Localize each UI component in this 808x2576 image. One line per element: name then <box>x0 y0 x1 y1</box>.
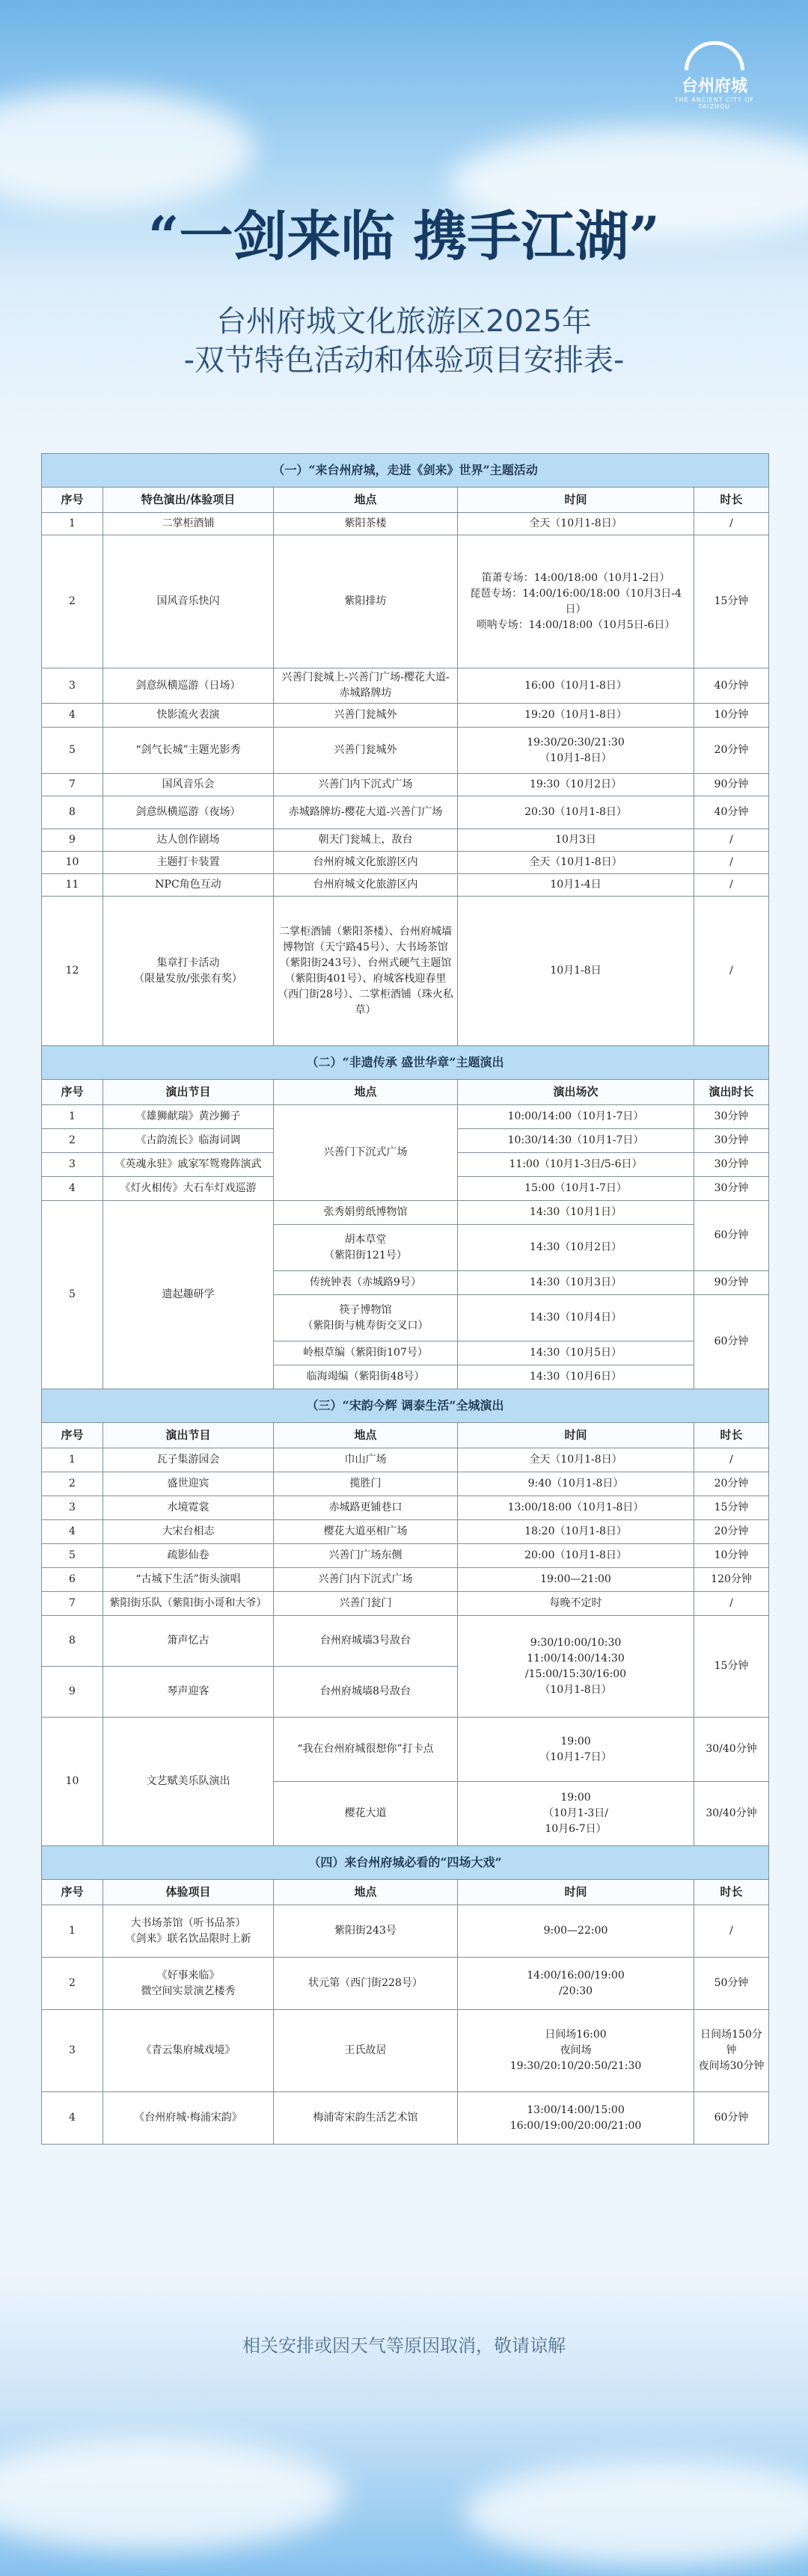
table-cell: 梅浦寄宋韵生活艺术馆 <box>274 2092 458 2145</box>
column-header: 地点 <box>274 1880 458 1905</box>
table-cell: 15:00（10月1-7日） <box>458 1177 694 1201</box>
table-cell: 10 <box>42 1718 103 1846</box>
table-cell: 张秀娟剪纸博物馆 <box>274 1201 458 1225</box>
city-gate-icon <box>685 41 744 70</box>
table-row <box>42 1496 769 1520</box>
table-cell: / <box>694 874 769 897</box>
table-row <box>42 1520 769 1544</box>
table-cell: 紫阳茶楼 <box>274 513 458 535</box>
table-cell: 19:30（10月2日） <box>458 774 694 796</box>
table-cell: 盛世迎宾 <box>103 1472 274 1496</box>
table-cell: 11:00（10月1-3日/5-6日） <box>458 1153 694 1177</box>
table-cell: “剑气长城”主题光影秀 <box>103 728 274 774</box>
table-cell: 60分钟 <box>694 1295 769 1389</box>
table-cell: 14:30（10月5日） <box>458 1341 694 1365</box>
table-cell: 紫阳街243号 <box>274 1905 458 1958</box>
table-cell: 4 <box>42 1177 103 1201</box>
table-cell: 10:30/14:30（10月1-7日） <box>458 1129 694 1153</box>
table-cell: 5 <box>42 728 103 774</box>
table-cell: 传统钟表（赤城路9号） <box>274 1271 458 1295</box>
table-cell: 《英魂永驻》戚家军鸳鸯阵演武 <box>103 1153 274 1177</box>
table-cell: 5 <box>42 1544 103 1568</box>
table-cell: 3 <box>42 668 103 704</box>
table-cell: 大书场茶馆（听书品茶） 《剑来》联名饮品限时上新 <box>103 1905 274 1958</box>
column-header: 演出场次 <box>458 1080 694 1105</box>
table-cell: 6 <box>42 1568 103 1592</box>
table-cell: / <box>694 852 769 874</box>
table-cell: 国风音乐快闪 <box>103 535 274 668</box>
table-cell: 3 <box>42 2010 103 2092</box>
table-row <box>42 1718 769 1782</box>
page-title: 台州府城文化旅游区2025年 <box>216 304 592 339</box>
table-cell: 15分钟 <box>694 535 769 668</box>
table-cell: 5 <box>42 1201 103 1389</box>
table-cell: 7 <box>42 1592 103 1616</box>
table-cell: 8 <box>42 796 103 829</box>
slogan: “一剑来临 携手江湖” <box>148 204 660 268</box>
table-cell: 紫阳排坊 <box>274 535 458 668</box>
schedule-table-container <box>41 453 768 2145</box>
table-cell: 国风音乐会 <box>103 774 274 796</box>
table-cell: 30分钟 <box>694 1153 769 1177</box>
table-row <box>42 1958 769 2010</box>
table-row <box>42 2092 769 2145</box>
column-header: 序号 <box>42 1080 103 1105</box>
table-cell: 大宋台相志 <box>103 1520 274 1544</box>
table-cell: 状元第（西门街228号） <box>274 1958 458 2010</box>
section-title: （一）“来台州府城，走进《剑来》世界”主题活动 <box>42 454 769 488</box>
table-cell: 岭根草编（紫阳街107号） <box>274 1341 458 1365</box>
table-cell: 8 <box>42 1616 103 1667</box>
column-header: 地点 <box>274 1423 458 1448</box>
table-cell: 朝天门瓮城上，敌台 <box>274 829 458 852</box>
table-cell: 台州府城文化旅游区内 <box>274 852 458 874</box>
column-header: 时间 <box>458 1423 694 1448</box>
table-cell: 3 <box>42 1153 103 1177</box>
table-cell: 4 <box>42 1520 103 1544</box>
table-row <box>42 728 769 774</box>
table-cell: 90分钟 <box>694 1271 769 1295</box>
table-cell: 11 <box>42 874 103 897</box>
table-cell: 10:00/14:00（10月1-7日） <box>458 1105 694 1129</box>
table-row <box>42 852 769 874</box>
table-row <box>42 1201 769 1225</box>
table-cell: 剑意纵横巡游（日场） <box>103 668 274 704</box>
table-cell: 14:30（10月4日） <box>458 1295 694 1341</box>
table-cell: 40分钟 <box>694 668 769 704</box>
table-cell: “我在台州府城很想你”打卡点 <box>274 1718 458 1782</box>
table-cell: 兴善门瓮门 <box>274 1592 458 1616</box>
table-cell: 遗起趣研学 <box>103 1201 274 1389</box>
table-cell: 13:00/18:00（10月1-8日） <box>458 1496 694 1520</box>
column-header: 时长 <box>694 1880 769 1905</box>
column-header: 演出节目 <box>103 1423 274 1448</box>
table-cell: 19:00—21:00 <box>458 1568 694 1592</box>
table-cell: 水境霓裳 <box>103 1496 274 1520</box>
table-cell: 9 <box>42 1667 103 1718</box>
table-cell: 20分钟 <box>694 1520 769 1544</box>
table-cell: 7 <box>42 774 103 796</box>
table-cell: 每晚不定时 <box>458 1592 694 1616</box>
table-row <box>42 774 769 796</box>
table-cell: 《灯火相传》大石车灯戏巡游 <box>103 1177 274 1201</box>
table-cell: 1 <box>42 1905 103 1958</box>
table-cell: 快影流火表演 <box>103 704 274 728</box>
table-cell: 20:00（10月1-8日） <box>458 1544 694 1568</box>
column-header: 演出节目 <box>103 1080 274 1105</box>
table-cell: 1 <box>42 1105 103 1129</box>
table-cell: 台州府城墙3号敌台 <box>274 1616 458 1667</box>
table-cell: 兴善门内下沉式广场 <box>274 774 458 796</box>
table-cell: 全天（10月1-8日） <box>458 852 694 874</box>
table-cell: 赤城路更铺巷口 <box>274 1496 458 1520</box>
table-row <box>42 874 769 897</box>
table-cell: 琴声迎客 <box>103 1667 274 1718</box>
table-cell: 兴善门瓮城外 <box>274 704 458 728</box>
table-cell: 10 <box>42 852 103 874</box>
table-cell: 1 <box>42 513 103 535</box>
table-row <box>42 829 769 852</box>
table-row <box>42 668 769 704</box>
table-cell: 15分钟 <box>694 1496 769 1520</box>
table-cell: 4 <box>42 704 103 728</box>
table-cell: 兴善门瓮城上-兴善门广场-樱花大道-赤城路牌坊 <box>274 668 458 704</box>
table-cell: 19:30/20:30/21:30 （10月1-8日） <box>458 728 694 774</box>
table-cell: 10月3日 <box>458 829 694 852</box>
table-cell: 14:30（10月1日） <box>458 1201 694 1225</box>
table-cell: 15分钟 <box>694 1616 769 1718</box>
table-row <box>42 1905 769 1958</box>
table-cell: 巾山广场 <box>274 1448 458 1472</box>
table-cell: 9:40（10月1-8日） <box>458 1472 694 1496</box>
table-cell: 30/40分钟 <box>694 1782 769 1846</box>
table-cell: 《古韵流长》临海词调 <box>103 1129 274 1153</box>
table-cell: 临海竭编（紫阳街48号） <box>274 1365 458 1389</box>
table-row <box>42 796 769 829</box>
table-row <box>42 2010 769 2092</box>
table-cell: 揽胜门 <box>274 1472 458 1496</box>
table-cell: 王氏故居 <box>274 2010 458 2092</box>
table-cell: 《台州府城·梅浦宋韵》 <box>103 2092 274 2145</box>
table-row <box>42 513 769 535</box>
table-cell: 日间场16:00 夜间场 19:30/20:10/20:50/21:30 <box>458 2010 694 2092</box>
table-cell: 9 <box>42 829 103 852</box>
section-title: （三）“宋韵今辉 调泰生活”全城演出 <box>42 1389 769 1423</box>
table-cell: / <box>694 897 769 1046</box>
table-cell: 《好事来临》 微空间实景演艺楼秀 <box>103 1958 274 2010</box>
table-cell: 二掌柜酒铺（紫阳茶楼）、台州府城墙博物馆（天宁路45号）、大书场茶馆（紫阳街243号）、台州式硬气主题馆（紫阳街401号）、府城客栈迎春里（西门街28号）、二掌柜酒铺（珠火私草） <box>274 897 458 1046</box>
footer-note: 相关安排或因天气等原因取消，敬请谅解 <box>242 2335 566 2356</box>
column-header: 时长 <box>694 1423 769 1448</box>
table-cell: 文艺赋美乐队演出 <box>103 1718 274 1846</box>
table-cell: / <box>694 829 769 852</box>
table-cell: 19:00 （10月1-7日） <box>458 1718 694 1782</box>
table-cell: 120分钟 <box>694 1568 769 1592</box>
column-header: 时间 <box>458 488 694 513</box>
table-cell: / <box>694 513 769 535</box>
section-title: （四）来台州府城必看的“四场大戏” <box>42 1846 769 1880</box>
table-cell: NPC角色互动 <box>103 874 274 897</box>
table-cell: 9:00—22:00 <box>458 1905 694 1958</box>
table-cell: 13:00/14:00/15:00 16:00/19:00/20:00/21:00 <box>458 2092 694 2145</box>
table-cell: 2 <box>42 1958 103 2010</box>
column-header: 序号 <box>42 1423 103 1448</box>
table-cell: / <box>694 1905 769 1958</box>
brand-logo <box>666 41 763 110</box>
table-cell: 瓦子集游园会 <box>103 1448 274 1472</box>
logo-name: 台州府城 <box>681 76 747 96</box>
table-cell: 兴善门内下沉式广场 <box>274 1568 458 1592</box>
table-cell: 10月1-4日 <box>458 874 694 897</box>
table-cell: 达人创作剧场 <box>103 829 274 852</box>
table-cell: 箫声忆古 <box>103 1616 274 1667</box>
table-row <box>42 1448 769 1472</box>
table-cell: 笛萧专场：14:00/18:00（10月1-2日） 琵琶专场：14:00/16:00/18:00（10月3日-4日） 唢呐专场：14:00/18:00（10月5日-6日） <box>458 535 694 668</box>
column-header: 演出时长 <box>694 1080 769 1105</box>
table-cell: 9:30/10:00/10:30 11:00/14:00/14:30 /15:00/15:30/16:00 （10月1-8日） <box>458 1616 694 1718</box>
table-cell: 10分钟 <box>694 704 769 728</box>
table-cell: 疏影仙卷 <box>103 1544 274 1568</box>
column-header: 时长 <box>694 488 769 513</box>
table-cell: 剑意纵横巡游（夜场） <box>103 796 274 829</box>
table-row <box>42 897 769 1046</box>
table-cell: 60分钟 <box>694 2092 769 2145</box>
table-cell: 台州府城墙8号敌台 <box>274 1667 458 1718</box>
table-cell: 14:30（10月6日） <box>458 1365 694 1389</box>
table-row <box>42 1472 769 1496</box>
column-header: 体验项目 <box>103 1880 274 1905</box>
table-row <box>42 1544 769 1568</box>
table-cell: 14:00/16:00/19:00 /20:30 <box>458 1958 694 2010</box>
table-cell: 12 <box>42 897 103 1046</box>
table-row <box>42 535 769 668</box>
table-cell: 兴善门瓮城外 <box>274 728 458 774</box>
table-cell: 20分钟 <box>694 728 769 774</box>
table-cell: 10分钟 <box>694 1544 769 1568</box>
page-subtitle: -双节特色活动和体验项目安排表- <box>183 343 625 378</box>
column-header: 地点 <box>274 1080 458 1105</box>
table-cell: 30分钟 <box>694 1105 769 1129</box>
table-cell: 19:20（10月1-8日） <box>458 704 694 728</box>
table-cell: 20分钟 <box>694 1472 769 1496</box>
table-row <box>42 1105 769 1129</box>
table-cell: 18:20（10月1-8日） <box>458 1520 694 1544</box>
table-cell: 集章打卡活动 （限量发放/张张有奖） <box>103 897 274 1046</box>
table-cell: 《青云集府城戏境》 <box>103 2010 274 2092</box>
table-cell: / <box>694 1592 769 1616</box>
table-cell: / <box>694 1448 769 1472</box>
table-cell: 《雄狮献瑞》黄沙狮子 <box>103 1105 274 1129</box>
table-cell: 台州府城文化旅游区内 <box>274 874 458 897</box>
column-header: 特色演出/体验项目 <box>103 488 274 513</box>
table-cell: 主题打卡装置 <box>103 852 274 874</box>
table-cell: 50分钟 <box>694 1958 769 2010</box>
table-cell: 2 <box>42 1129 103 1153</box>
table-cell: 4 <box>42 2092 103 2145</box>
table-cell: 1 <box>42 1448 103 1472</box>
table-cell: 樱花大道巫相广场 <box>274 1520 458 1544</box>
logo-subtitle: THE ANCIENT CITY OF TAIZHOU <box>674 96 755 110</box>
table-cell: 紫阳街乐队（紫阳街小哥和大爷） <box>103 1592 274 1616</box>
schedule-table <box>41 453 769 2145</box>
table-cell: 30分钟 <box>694 1177 769 1201</box>
table-cell: 3 <box>42 1496 103 1520</box>
table-cell: 赤城路牌坊-樱花大道-兴善门广场 <box>274 796 458 829</box>
table-cell: 全天（10月1-8日） <box>458 1448 694 1472</box>
table-cell: 兴善门下沉式广场 <box>274 1105 458 1201</box>
table-row <box>42 1592 769 1616</box>
table-cell: 90分钟 <box>694 774 769 796</box>
table-cell: 兴善门广场东侧 <box>274 1544 458 1568</box>
column-header: 时间 <box>458 1880 694 1905</box>
table-cell: 筷子博物馆 （紫阳街与桃寿街交叉口） <box>274 1295 458 1341</box>
table-cell: 16:00（10月1-8日） <box>458 668 694 704</box>
table-cell: 60分钟 <box>694 1201 769 1271</box>
table-cell: 全天（10月1-8日） <box>458 513 694 535</box>
section-title: （二）“非遗传承 盛世华章”主题演出 <box>42 1046 769 1080</box>
table-cell: 19:00 （10月1-3日/ 10月6-7日） <box>458 1782 694 1846</box>
table-cell: 20:30（10月1-8日） <box>458 796 694 829</box>
table-cell: 2 <box>42 535 103 668</box>
table-cell: 胡本草堂 （紫阳街121号） <box>274 1225 458 1271</box>
table-row <box>42 704 769 728</box>
table-row <box>42 1568 769 1592</box>
table-row <box>42 1616 769 1667</box>
table-cell: 14:30（10月3日） <box>458 1271 694 1295</box>
table-cell: 二掌柜酒铺 <box>103 513 274 535</box>
table-cell: 樱花大道 <box>274 1782 458 1846</box>
table-cell: 日间场150分钟 夜间场30分钟 <box>694 2010 769 2092</box>
column-header: 地点 <box>274 488 458 513</box>
column-header: 序号 <box>42 1880 103 1905</box>
table-cell: 30/40分钟 <box>694 1718 769 1782</box>
table-cell: 30分钟 <box>694 1129 769 1153</box>
table-cell: “古城下生活”街头演唱 <box>103 1568 274 1592</box>
column-header: 序号 <box>42 488 103 513</box>
table-cell: 2 <box>42 1472 103 1496</box>
table-cell: 40分钟 <box>694 796 769 829</box>
table-cell: 10月1-8日 <box>458 897 694 1046</box>
table-cell: 14:30（10月2日） <box>458 1225 694 1271</box>
